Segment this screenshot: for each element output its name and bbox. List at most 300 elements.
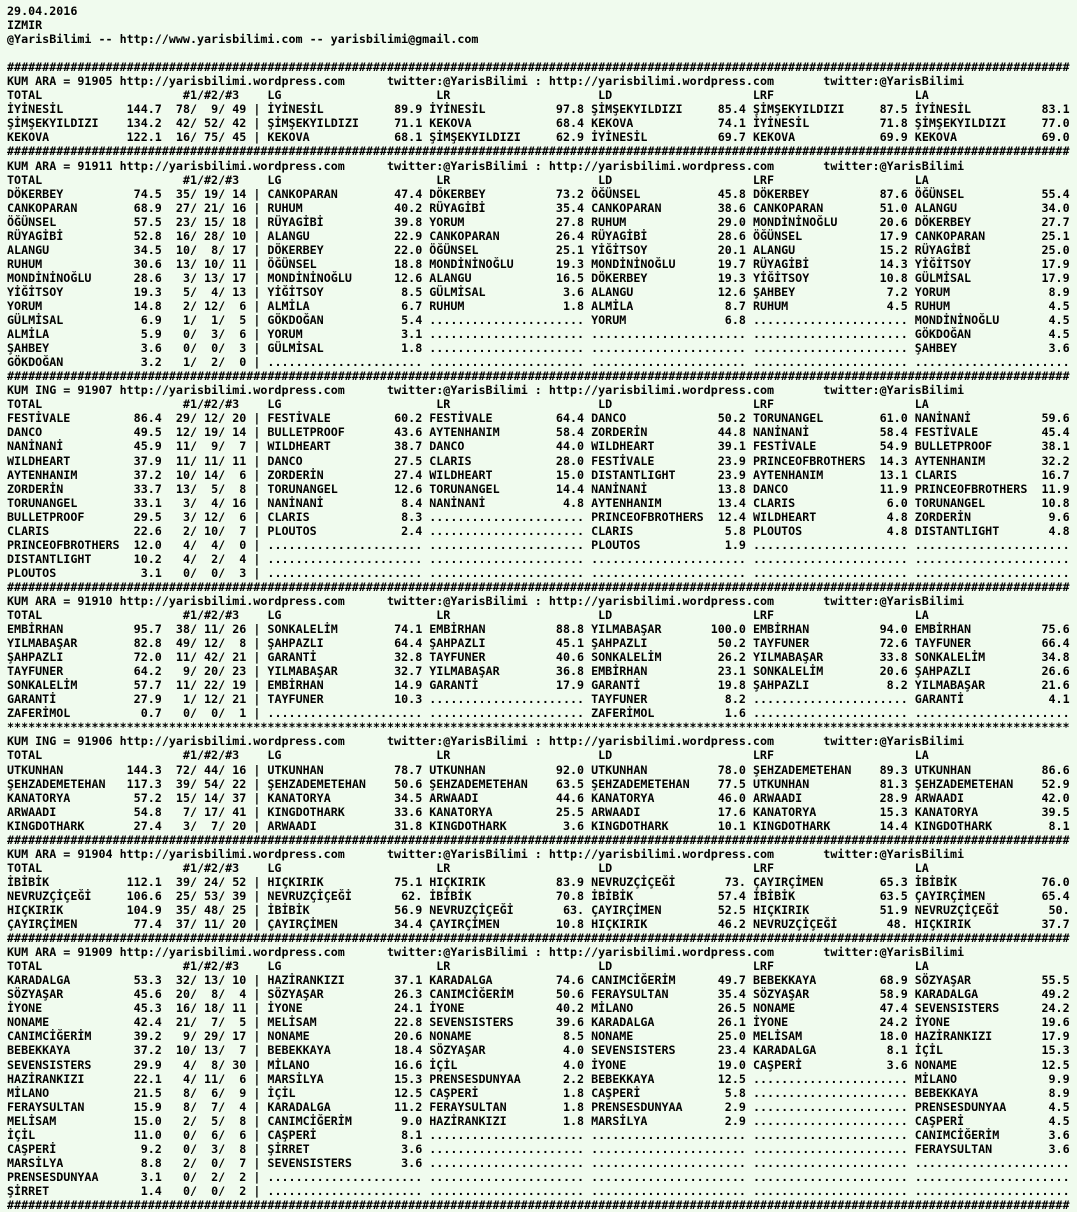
la-entry: HAZİRANKIZI 17.9 xyxy=(914,1029,1077,1044)
lr-entry-empty: ...................... xyxy=(429,1155,592,1170)
column-divider: | xyxy=(253,692,261,707)
lr-entry: CANIMCİĞERİM 50.6 xyxy=(429,987,592,1002)
data-row xyxy=(7,537,1077,552)
lrf-entry: NONAME 47.4 xyxy=(752,1001,915,1016)
ld-entry: DISTANTLIGHT 23.9 xyxy=(591,467,753,482)
total-value: 1.4 xyxy=(119,1183,162,1198)
total-value: 27.9 xyxy=(119,692,162,707)
lrf-entry: ARWAADI 28.9 xyxy=(752,790,915,805)
horse-name: ŞİMŞEKYILDIZI xyxy=(7,116,120,131)
doc-date: 29.04.2016 xyxy=(7,4,78,18)
lr-entry-empty: ...................... xyxy=(429,1127,592,1142)
lg-entry: HIÇKIRIK 75.1 xyxy=(267,874,430,889)
data-row xyxy=(7,1113,1077,1128)
data-row xyxy=(7,903,1077,917)
column-divider: | xyxy=(253,622,261,637)
section-title: KUM ARA = 91910 xyxy=(7,593,113,608)
place-counts: 35/ 48/ 25 xyxy=(168,903,247,917)
column-divider: | xyxy=(253,481,261,496)
column-divider: | xyxy=(253,284,261,299)
lg-entry: ALANGU 22.9 xyxy=(267,228,430,243)
horse-name: FERAYSULTAN xyxy=(7,1099,120,1114)
lr-entry: DÖKERBEY 73.2 xyxy=(429,186,592,201)
lr-entry: ALANGU 16.5 xyxy=(429,270,592,285)
data-row xyxy=(7,270,1077,285)
horse-name: NONAME xyxy=(7,1015,120,1030)
data-row xyxy=(7,678,1077,693)
total-value: 10.2 xyxy=(119,551,162,566)
lg-entry: ZORDERİN 27.4 xyxy=(267,467,430,482)
la-entry: ZORDERİN 9.6 xyxy=(914,509,1077,524)
section-url: http://yarisbilimi.wordpress.com xyxy=(119,158,345,173)
place-counts: 0/ 2/ 2 xyxy=(168,1169,247,1184)
ld-entry: YORUM 6.8 xyxy=(591,313,753,328)
ld-entry: FERAYSULTAN 35.4 xyxy=(591,987,753,1002)
lr-entry: ÖĞÜNSEL 25.1 xyxy=(429,242,592,257)
data-row xyxy=(7,355,1077,370)
horse-name: İÇİL xyxy=(7,1127,120,1142)
lg-entry: NONAME 20.6 xyxy=(267,1029,430,1044)
horse-name: HAZİRANKIZI xyxy=(7,1071,120,1086)
lg-entry: TORUNANGEL 12.6 xyxy=(267,481,430,496)
ld-entry: ZORDERİN 44.8 xyxy=(591,425,753,440)
ld-entry: CANKOPARAN 38.6 xyxy=(591,200,753,215)
lr-entry-empty: ...................... xyxy=(429,551,592,566)
column-divider: | xyxy=(253,256,261,271)
la-entry: GARANTİ 4.1 xyxy=(914,692,1077,707)
total-value: 45.3 xyxy=(119,1001,162,1016)
horse-name: ALANGU xyxy=(7,242,120,257)
doc-city: IZMIR xyxy=(7,18,43,33)
ld-entry-empty: ...................... xyxy=(591,355,753,370)
place-counts: 25/ 53/ 39 xyxy=(168,888,247,903)
total-value: 57.2 xyxy=(119,790,162,805)
horse-name: GÖKDOĞAN xyxy=(7,355,120,370)
la-entry: ALANGU 34.0 xyxy=(914,200,1077,215)
column-divider: | xyxy=(253,102,261,117)
ld-entry: YILMABAŞAR 100.0 xyxy=(591,622,753,637)
total-value: 34.5 xyxy=(119,242,162,257)
lrf-entry: ÇAYIRÇİMEN 65.3 xyxy=(752,874,915,889)
section-url: http://yarisbilimi.wordpress.com xyxy=(119,593,345,608)
la-entry: AYTENHANIM 32.2 xyxy=(914,453,1077,468)
total-value: 53.3 xyxy=(119,973,162,988)
lr-entry: ÇAYIRÇİMEN 10.8 xyxy=(429,917,592,932)
lrf-entry: CANKOPARAN 51.0 xyxy=(752,200,915,215)
total-value: 39.2 xyxy=(119,1029,162,1044)
lrf-entry-empty: ...................... xyxy=(752,355,915,370)
la-entry: FESTİVALE 45.4 xyxy=(914,425,1077,440)
lr-entry: YORUM 27.8 xyxy=(429,214,592,229)
total-value: 49.5 xyxy=(119,425,162,440)
separator-line: ####################################################################################################################################################### xyxy=(7,144,1070,159)
horse-name: AYTENHANIM xyxy=(7,467,120,482)
data-row xyxy=(7,467,1077,482)
column-divider: | xyxy=(253,200,261,215)
la-entry: İYONE 19.6 xyxy=(914,1015,1077,1030)
lg-entry: UTKUNHAN 78.7 xyxy=(267,762,430,777)
lrf-entry-empty: ...................... xyxy=(752,1127,915,1142)
section-title: KUM ARA = 91904 xyxy=(7,846,113,861)
data-row xyxy=(7,481,1077,496)
place-counts: 7/ 17/ 41 xyxy=(168,804,247,819)
lrf-entry: DÖKERBEY 87.6 xyxy=(752,186,915,201)
place-counts: 2/ 0/ 7 xyxy=(168,1155,247,1170)
ld-entry: CLARIS 5.8 xyxy=(591,523,753,538)
ld-entry: PLOUTOS 1.9 xyxy=(591,537,753,552)
lrf-entry: MELİSAM 18.0 xyxy=(752,1029,915,1044)
la-entry-empty: ...................... xyxy=(914,1169,1077,1184)
total-value: 74.5 xyxy=(119,186,162,201)
section-url: http://yarisbilimi.wordpress.com xyxy=(119,846,345,861)
data-row xyxy=(7,523,1077,538)
lr-entry: TAYFUNER 40.6 xyxy=(429,650,592,665)
lg-entry: CANKOPARAN 47.4 xyxy=(267,186,430,201)
total-value: 95.7 xyxy=(119,622,162,637)
lrf-entry: WILDHEART 4.8 xyxy=(752,509,915,524)
la-entry: İÇİL 15.3 xyxy=(914,1043,1077,1058)
total-value: 27.4 xyxy=(119,818,162,833)
column-divider: | xyxy=(253,1057,261,1072)
horse-name: BEBEKKAYA xyxy=(7,1043,120,1058)
lg-entry: YORUM 3.1 xyxy=(267,327,430,342)
la-entry: YILMABAŞAR 21.6 xyxy=(914,678,1077,693)
lr-entry: EMBİRHAN 88.8 xyxy=(429,622,592,637)
ld-entry-empty: ...................... xyxy=(591,327,753,342)
lr-entry: CLARIS 28.0 xyxy=(429,453,592,468)
lg-entry: KINGDOTHARK 33.6 xyxy=(267,804,430,819)
ld-entry-empty: ...................... xyxy=(591,565,753,580)
total-value: 6.9 xyxy=(119,313,162,328)
column-header-line: TOTAL #1/#2/#3 LG LR LD LRF LA xyxy=(7,88,929,103)
la-entry: UTKUNHAN 86.6 xyxy=(914,762,1077,777)
lrf-entry: YILMABAŞAR 33.8 xyxy=(752,650,915,665)
section-twitter-right: twitter:@YarisBilimi xyxy=(823,734,965,749)
lrf-entry: ÖĞÜNSEL 17.9 xyxy=(752,228,915,243)
horse-name: KANATORYA xyxy=(7,790,120,805)
place-counts: 39/ 24/ 52 xyxy=(168,874,247,889)
la-entry: SÖZYAŞAR 55.5 xyxy=(914,973,1077,988)
lr-entry: KARADALGA 74.6 xyxy=(429,973,592,988)
ld-entry: KARADALGA 26.1 xyxy=(591,1015,753,1030)
data-row xyxy=(7,706,1077,721)
place-counts: 16/ 18/ 11 xyxy=(168,1001,247,1016)
section-header-line xyxy=(7,847,1073,861)
lg-entry-empty: ...................... xyxy=(267,706,430,721)
lrf-entry-empty: ...................... xyxy=(752,1113,915,1128)
place-counts: 42/ 52/ 42 xyxy=(168,116,247,131)
ld-entry: DÖKERBEY 19.3 xyxy=(591,270,753,285)
total-value: 112.1 xyxy=(119,874,162,889)
lrf-entry: KEKOVA 69.9 xyxy=(752,130,915,145)
la-entry: GÖKDOĞAN 4.5 xyxy=(914,327,1077,342)
place-counts: 32/ 13/ 10 xyxy=(168,973,247,988)
place-counts: 11/ 42/ 21 xyxy=(168,650,247,665)
place-counts: 1/ 2/ 0 xyxy=(168,355,247,370)
blank-line xyxy=(7,46,1073,60)
column-header-line: TOTAL #1/#2/#3 LG LR LD LRF LA xyxy=(7,959,929,974)
total-value: 15.9 xyxy=(119,1099,162,1114)
column-divider: | xyxy=(253,116,261,131)
lg-entry-empty: ...................... xyxy=(267,355,430,370)
horse-name: ŞİRRET xyxy=(7,1183,120,1198)
lr-entry-empty: ...................... xyxy=(429,1169,592,1184)
lr-entry: MONDİNİNOĞLU 19.3 xyxy=(429,256,592,271)
horse-name: GÜLMİSAL xyxy=(7,313,120,328)
place-counts: 0/ 0/ 3 xyxy=(168,565,247,580)
ld-entry: HIÇKIRIK 46.2 xyxy=(591,917,753,932)
lr-entry: DANCO 44.0 xyxy=(429,439,592,454)
lrf-entry: İBİBİK 63.5 xyxy=(752,888,915,903)
horse-name: KEKOVA xyxy=(7,130,120,145)
lrf-entry-empty: ...................... xyxy=(752,1183,915,1198)
horse-name: PRENSESDUNYAA xyxy=(7,1169,120,1184)
column-divider: | xyxy=(253,313,261,328)
lr-entry: GARANTİ 17.9 xyxy=(429,678,592,693)
lr-entry: TORUNANGEL 14.4 xyxy=(429,481,592,496)
la-entry: ARWAADI 42.0 xyxy=(914,790,1077,805)
la-entry: NANİNANİ 59.6 xyxy=(914,411,1077,426)
column-divider: | xyxy=(253,874,261,889)
separator-line: ####################################################################################################################################################### xyxy=(7,60,1070,75)
column-divider: | xyxy=(253,1155,261,1170)
column-divider: | xyxy=(253,1071,261,1086)
place-counts: 0/ 0/ 2 xyxy=(168,1183,247,1198)
place-counts: 0/ 0/ 3 xyxy=(168,341,247,356)
horse-name: CLARIS xyxy=(7,523,120,538)
lg-entry: MİLANO 16.6 xyxy=(267,1057,430,1072)
total-value: 104.9 xyxy=(119,903,162,917)
place-counts: 4/ 4/ 0 xyxy=(168,537,247,552)
horse-name: PRINCEOFBROTHERS xyxy=(7,537,120,552)
column-divider: | xyxy=(253,327,261,342)
lrf-entry-empty: ...................... xyxy=(752,313,915,328)
data-row xyxy=(7,917,1077,932)
ld-entry: RUHUM 29.0 xyxy=(591,214,753,229)
data-row xyxy=(7,509,1077,524)
horse-name: ŞAHPAZLI xyxy=(7,650,120,665)
section-twitter-mid: twitter:@YarisBilimi : http://yarisbilimi.wordpress.com xyxy=(387,734,775,749)
lr-entry-empty: ...................... xyxy=(429,565,592,580)
lg-entry-empty: ...................... xyxy=(267,551,430,566)
lg-entry: ÇAYIRÇİMEN 34.4 xyxy=(267,917,430,932)
place-counts: 0/ 3/ 6 xyxy=(168,327,247,342)
horse-name: YILMABAŞAR xyxy=(7,636,120,651)
lr-entry: UTKUNHAN 92.0 xyxy=(429,762,592,777)
column-divider: | xyxy=(253,186,261,201)
column-divider: | xyxy=(253,790,261,805)
ld-entry: ÖĞÜNSEL 45.8 xyxy=(591,186,753,201)
place-counts: 3/ 4/ 16 xyxy=(168,495,247,510)
place-counts: 35/ 19/ 14 xyxy=(168,186,247,201)
section-twitter-right: twitter:@YarisBilimi xyxy=(823,74,965,89)
lrf-entry: CAŞPERİ 3.6 xyxy=(752,1057,915,1072)
lg-entry: EMBİRHAN 14.9 xyxy=(267,678,430,693)
data-row xyxy=(7,818,1077,833)
total-value: 15.0 xyxy=(119,1113,162,1128)
lg-entry: ŞİMŞEKYILDIZI 71.1 xyxy=(267,116,430,131)
data-row xyxy=(7,186,1077,201)
horse-name: ALMİLA xyxy=(7,327,120,342)
lr-entry: AYTENHANIM 58.4 xyxy=(429,425,592,440)
ld-entry: ŞİMŞEKYILDIZI 85.4 xyxy=(591,102,753,117)
total-value: 14.8 xyxy=(119,298,162,313)
total-value: 9.2 xyxy=(119,1141,162,1156)
ld-entry: RÜYAGİBİ 28.6 xyxy=(591,228,753,243)
data-row xyxy=(7,565,1077,580)
column-divider: | xyxy=(253,1043,261,1058)
la-entry-empty: ...................... xyxy=(914,551,1077,566)
lrf-entry-empty: ...................... xyxy=(752,692,915,707)
lg-entry: GÜLMİSAL 1.8 xyxy=(267,341,430,356)
lr-entry-empty: ...................... xyxy=(429,692,592,707)
lr-entry-empty: ...................... xyxy=(429,706,592,721)
lg-entry: DÖKERBEY 22.0 xyxy=(267,242,430,257)
section-title: KUM ARA = 91911 xyxy=(7,158,113,173)
ld-entry: WILDHEART 39.1 xyxy=(591,439,753,454)
section-twitter-right: twitter:@YarisBilimi xyxy=(823,158,965,173)
column-divider: | xyxy=(253,706,261,721)
column-divider: | xyxy=(253,130,261,145)
separator-line: ####################################################################################################################################################### xyxy=(7,1197,1070,1212)
ld-entry: ALMİLA 8.7 xyxy=(591,298,753,313)
column-divider: | xyxy=(253,467,261,482)
lg-entry: PLOUTOS 2.4 xyxy=(267,523,430,538)
lrf-entry: HIÇKIRIK 51.9 xyxy=(752,903,915,917)
lr-entry-empty: ...................... xyxy=(429,1183,592,1198)
data-row xyxy=(7,804,1077,819)
lr-entry: RÜYAGİBİ 35.4 xyxy=(429,200,592,215)
column-divider: | xyxy=(253,762,261,777)
la-entry: BEBEKKAYA 8.9 xyxy=(914,1085,1077,1100)
ld-entry-empty: ...................... xyxy=(591,341,753,356)
column-header-line: TOTAL #1/#2/#3 LG LR LD LRF LA xyxy=(7,397,929,412)
total-value: 19.3 xyxy=(119,284,162,299)
total-value: 68.9 xyxy=(119,200,162,215)
section-title: KUM ING = 91907 xyxy=(7,383,113,398)
lrf-entry-empty: ...................... xyxy=(752,1155,915,1170)
section-header-line xyxy=(7,734,1073,748)
lg-entry: SÖZYAŞAR 26.3 xyxy=(267,987,430,1002)
ld-entry: KEKOVA 74.1 xyxy=(591,116,753,131)
total-value: 52.8 xyxy=(119,228,162,243)
ld-entry-empty: ...................... xyxy=(591,1127,753,1142)
ld-entry: EMBİRHAN 23.1 xyxy=(591,664,753,679)
lrf-entry-empty: ...................... xyxy=(752,1099,915,1114)
section-url: http://yarisbilimi.wordpress.com xyxy=(119,383,345,398)
total-value: 77.4 xyxy=(119,917,162,932)
data-row xyxy=(7,1001,1077,1016)
place-counts: 38/ 11/ 26 xyxy=(168,622,247,637)
column-header-line: TOTAL #1/#2/#3 LG LR LD LRF LA xyxy=(7,748,929,763)
column-divider: | xyxy=(253,551,261,566)
lg-entry: GÖKDOĞAN 5.4 xyxy=(267,313,430,328)
data-row xyxy=(7,1141,1077,1156)
total-value: 3.1 xyxy=(119,565,162,580)
column-divider: | xyxy=(253,1099,261,1114)
lrf-entry-empty: ...................... xyxy=(752,565,915,580)
place-counts: 27/ 21/ 16 xyxy=(168,200,247,215)
lr-entry: KEKOVA 68.4 xyxy=(429,116,592,131)
sections-container xyxy=(7,60,1077,1212)
column-divider: | xyxy=(253,537,261,552)
section-url: http://yarisbilimi.wordpress.com xyxy=(119,734,345,749)
total-value: 57.5 xyxy=(119,214,162,229)
lr-entry: WILDHEART 15.0 xyxy=(429,467,592,482)
place-counts: 29/ 12/ 20 xyxy=(168,411,247,426)
lrf-entry-empty: ...................... xyxy=(752,1141,915,1156)
place-counts: 3/ 12/ 6 xyxy=(168,509,247,524)
data-row xyxy=(7,327,1077,342)
ld-entry: ALANGU 12.6 xyxy=(591,284,753,299)
lg-entry-empty: ...................... xyxy=(267,565,430,580)
section-twitter-mid: twitter:@YarisBilimi : http://yarisbilimi.wordpress.com xyxy=(387,383,775,398)
lr-entry-empty: ...................... xyxy=(429,1141,592,1156)
lrf-entry: CLARIS 6.0 xyxy=(752,495,915,510)
column-divider: | xyxy=(253,1001,261,1016)
ld-entry: AYTENHANIM 13.4 xyxy=(591,495,753,510)
horse-name: DISTANTLIGHT xyxy=(7,551,120,566)
total-value: 0.7 xyxy=(119,706,162,721)
lrf-entry: MONDİNİNOĞLU 20.6 xyxy=(752,214,915,229)
column-divider: | xyxy=(253,636,261,651)
lr-entry: İÇİL 4.0 xyxy=(429,1057,592,1072)
place-counts: 23/ 15/ 18 xyxy=(168,214,247,229)
lg-entry: ÖĞÜNSEL 18.8 xyxy=(267,256,430,271)
section-twitter-right: twitter:@YarisBilimi xyxy=(823,945,965,960)
la-entry: NONAME 12.5 xyxy=(914,1057,1077,1072)
total-value: 37.9 xyxy=(119,453,162,468)
column-divider: | xyxy=(253,1029,261,1044)
data-row xyxy=(7,130,1077,145)
data-row xyxy=(7,298,1077,313)
horse-name: CAŞPERİ xyxy=(7,1141,120,1156)
la-entry: EMBİRHAN 75.6 xyxy=(914,622,1077,637)
column-divider: | xyxy=(253,355,261,370)
lr-entry-empty: ...................... xyxy=(429,523,592,538)
total-value: 29.9 xyxy=(119,1057,162,1072)
total-value: 5.9 xyxy=(119,327,162,342)
data-row xyxy=(7,692,1077,707)
horse-name: ŞEHZADEMETEHAN xyxy=(7,776,120,791)
lr-entry-empty: ...................... xyxy=(429,509,592,524)
place-counts: 21/ 7/ 5 xyxy=(168,1015,247,1030)
la-entry-empty: ...................... xyxy=(914,1183,1077,1198)
section-title: KUM ARA = 91909 xyxy=(7,945,113,960)
lrf-entry-empty: ...................... xyxy=(752,706,915,721)
data-row xyxy=(7,636,1077,651)
lr-entry: ARWAADI 44.6 xyxy=(429,790,592,805)
lg-entry: CAŞPERİ 8.1 xyxy=(267,1127,430,1142)
lr-entry: YILMABAŞAR 36.8 xyxy=(429,664,592,679)
column-divider: | xyxy=(253,987,261,1002)
la-entry: KEKOVA 69.0 xyxy=(914,130,1077,145)
horse-name: İBİBİK xyxy=(7,874,120,889)
horse-name: KINGDOTHARK xyxy=(7,818,120,833)
total-value: 37.2 xyxy=(119,1043,162,1058)
horse-name: PLOUTOS xyxy=(7,565,120,580)
lg-entry: BULLETPROOF 43.6 xyxy=(267,425,430,440)
section-url: http://yarisbilimi.wordpress.com xyxy=(119,74,345,89)
lr-entry: İBİBİK 70.8 xyxy=(429,888,592,903)
data-row xyxy=(7,242,1077,257)
lg-entry: YILMABAŞAR 32.7 xyxy=(267,664,430,679)
horse-name: NANİNANİ xyxy=(7,439,120,454)
separator-line: ####################################################################################################################################################### xyxy=(7,832,1070,847)
section-twitter-mid: twitter:@YarisBilimi : http://yarisbilimi.wordpress.com xyxy=(387,846,775,861)
ld-entry: MİLANO 26.5 xyxy=(591,1001,753,1016)
horse-name: UTKUNHAN xyxy=(7,762,120,777)
